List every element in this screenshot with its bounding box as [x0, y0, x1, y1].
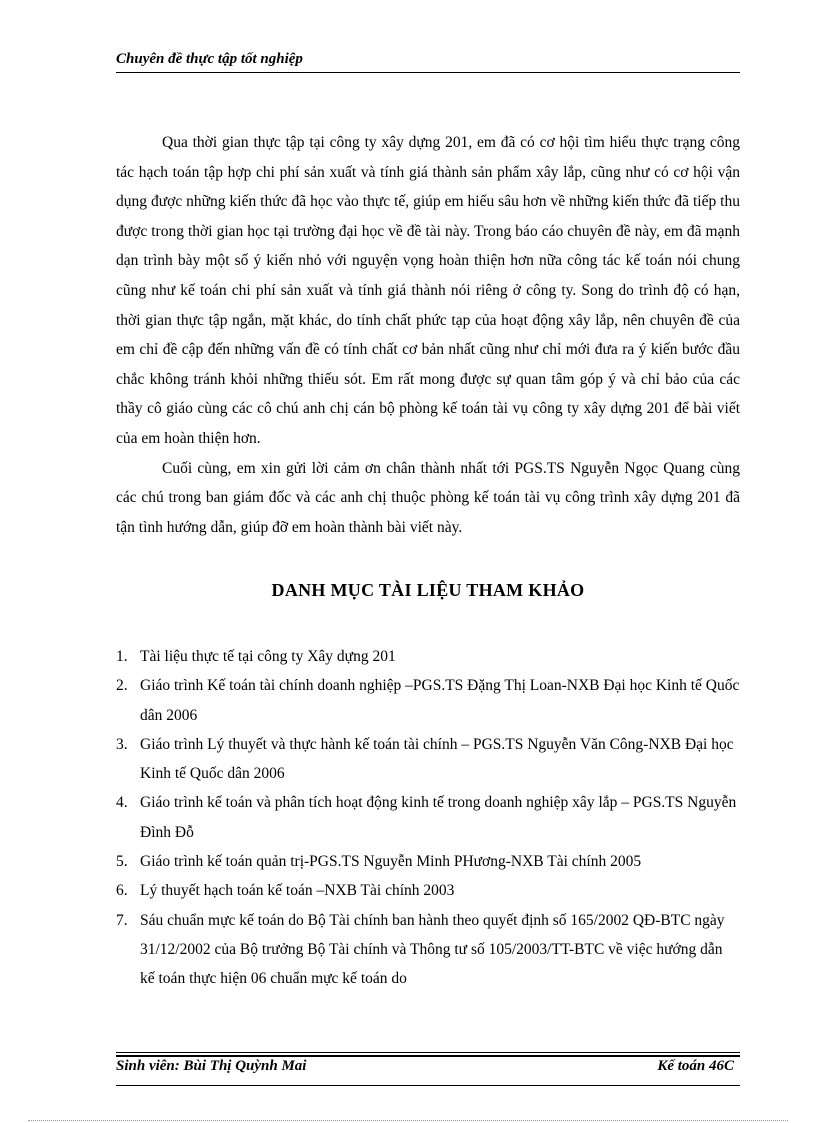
list-item — [116, 788, 740, 847]
list-item — [116, 906, 740, 994]
list-item — [116, 642, 740, 671]
list-item-text: Tài liệu thực tế tại công ty Xây dựng 201 — [140, 648, 396, 665]
references-title: DANH MỤC TÀI LIỆU THAM KHẢO — [271, 580, 585, 600]
page-bottom-dotted-line — [28, 1120, 788, 1121]
list-item-number: 5. — [116, 853, 128, 871]
list-item-text: Giáo trình kế toán và phân tích hoạt động kinh tế trong doanh nghiệp xây lắp – PGS.TS Nguyễn Đình Đỗ — [140, 794, 737, 841]
list-item-text: Giáo trình kế toán quản trị-PGS.TS Nguyễn Minh PHương-NXB Tài chính 2005 — [140, 853, 642, 871]
references-list — [116, 642, 740, 994]
paragraph-1: Qua thời gian thực tập tại công ty xây dựng 201, em đã có cơ hội tìm hiểu thực trạng công tác hạch toán tập hợp chi phí sản xuất và tính giá thành sản phẩm xây lắp, cũng như có cơ hội vận dụng được những kiến thức đã học vào thực tế, giúp em hiểu sâu hơn về những kiến thức đã tiếp thu được trong thời gian học tại trường đại học về đề tài này. Trong báo cáo chuyên đề này, em đã mạnh dạn trình bày một số ý kiến nhỏ với nguyện vọng hoàn thiện hơn nữa công tác kế toán nói chung cũng như kế toán chi phí sản xuất và tính giá thành nói riêng ở công ty. Song do trình độ có hạn, thời gian thực tập ngắn, mặt khác, do tính chất phức tạp của hoạt động xây lắp, nên chuyên đề của em chỉ đề cập đến những vấn đề có tính chất cơ bản nhất cũng như chỉ mới đưa ra ý kiến bước đầu chắc không tránh khỏi những thiếu sót. Em rất mong được sự quan tâm góp ý và chỉ bảo của các thầy cô giáo cùng các cô chú anh chị cán bộ phòng kế toán tài vụ công ty xây dựng 201 để bài viết của em hoàn thiện hơn. — [116, 134, 740, 447]
list-item — [116, 730, 740, 789]
footer-student: Sinh viên: Bùi Thị Quỳnh Mai — [116, 1058, 307, 1074]
footer-bottom-divider — [116, 1085, 740, 1086]
page-header — [116, 50, 740, 73]
list-item-number: 2. — [116, 677, 128, 695]
header-title: Chuyên đề thực tập tốt nghiệp — [116, 51, 303, 67]
list-item-number: 1. — [116, 648, 128, 665]
list-item-text: Sáu chuẩn mực kế toán do Bộ Tài chính ban hành theo quyết định số 165/2002 QĐ-BTC ngày 31/12/2002 của Bộ trưởng Bộ Tài chính và Thông tư số 105/2003/TT-BTC về việc hướng dẫn kế toán thực hiện 06 chuẩn mực kế toán do — [140, 911, 725, 988]
footer-divider-thick — [116, 1055, 740, 1057]
list-item-number: 3. — [116, 735, 128, 753]
list-item — [116, 847, 740, 876]
list-item — [116, 876, 740, 905]
list-item-number: 7. — [116, 911, 128, 929]
body-text — [116, 128, 740, 542]
list-item — [116, 671, 740, 730]
list-item-number: 4. — [116, 794, 128, 812]
list-item-number: 6. — [116, 882, 128, 900]
paragraph-2: Cuối cùng, em xin gửi lời cảm ơn chân thành nhất tới PGS.TS Nguyễn Ngọc Quang cùng các chú trong ban giám đốc và các anh chị thuộc phòng kế toán tài vụ công trình xây dựng 201 đã tận tình hướng dẫn, giúp đỡ em hoàn thành bài viết này. — [116, 459, 740, 536]
list-item-text: Giáo trình Kế toán tài chính doanh nghiệp –PGS.TS Đặng Thị Loan-NXB Đại học Kinh tế Quốc dân 2006 — [140, 677, 740, 724]
page-footer — [116, 1058, 740, 1082]
footer-class: Kế toán 46C — [657, 1058, 734, 1074]
list-item-text: Lý thuyết hạch toán kế toán –NXB Tài chính 2003 — [140, 882, 455, 900]
list-item-text: Giáo trình Lý thuyết và thực hành kế toán tài chính – PGS.TS Nguyễn Văn Công-NXB Đại học Kinh tế Quốc dân 2006 — [140, 735, 734, 783]
footer-divider — [116, 1052, 740, 1053]
